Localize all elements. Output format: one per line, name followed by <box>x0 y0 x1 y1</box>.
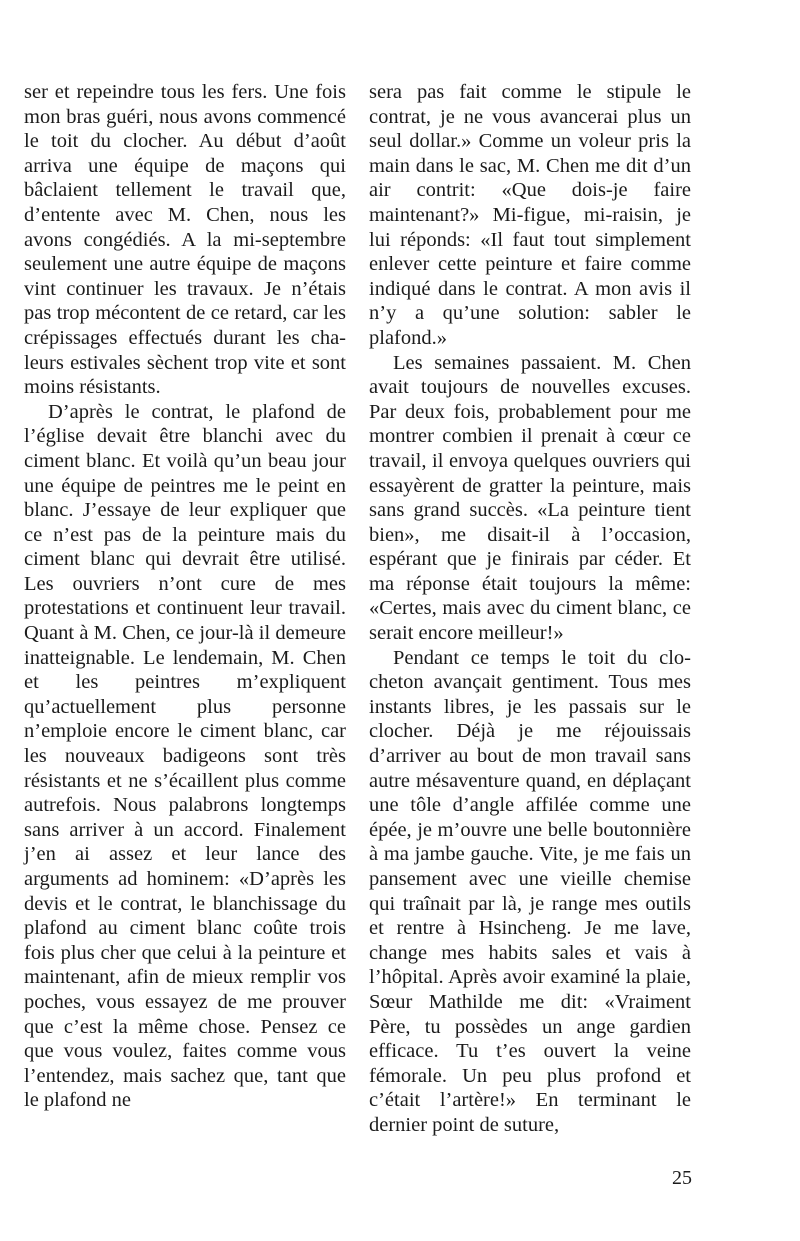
page-number: 25 <box>672 1167 692 1189</box>
paragraph-belfry-roof: Pendant ce temps le toit du clocheton avançait gentiment. Tous mes instants libres, je les passais sur le clocher. Déjà je me réjouissais d’arriver au bout de mon travail sans autre mésaventure quand, en déplaçant une tôle d’angle affilée comme une épée, je m’ouvre une belle boutonnière à ma jambe gauche. Vite, je me fais un pansement avec une vieille chemise qui traînait par là, je range mes outils et rentre à Hsincheng. Je me lave, change mes habits sales et vais à l’hôpital. Après avoir examiné la plaie, Sœur Mathilde me dit: «Vraiment Père, tu possèdes un ange gardien efficace. Tu t’es ouvert la veine fémorale. Un peu plus profond et c’était l’artère!» En terminant le dernier point de suture, <box>369 646 691 1136</box>
left-column <box>24 80 346 1113</box>
paragraph-weeks-passing: Les semaines passaient. M. Chen avait toujours de nouvelles excuses. Par deux fois, probablement pour me montrer combien il prenait à cœur ce travail, il envoya quelques ouvriers qui essayèrent de gratter la peinture, mais sans grand succès. «La peinture tient bien», me disait-il à l’occasion, espérant que je finirais par céder. Et ma réponse était toujours la même: «Certes, mais avec du ciment blanc, ce serait encore meilleur!» <box>369 351 691 645</box>
right-column <box>369 80 691 1138</box>
paragraph-continuation: ser et repeindre tous les fers. Une fois mon bras guéri, nous avons commencé le toit du clocher. Au début d’août arriva une équipe de maçons qui bâclaient tellement le travail que, d’entente avec M. Chen, nous les avons congédiés. A la mi-septembre seulement une autre équipe de maçons vint continuer les travaux. Je n’étais pas trop mécontent de ce retard, car les crépissages effectués durant les chaleurs estivales sèchent trop vite et sont moins résistants. <box>24 81 346 399</box>
paragraph-continuation: sera pas fait comme le stipule le contrat, je ne vous avancerai plus un seul dollar.» Comme un voleur pris la main dans le sac, M. Chen me dit d’un air contrit: «Que dois-je faire maintenant?» Mi-figue, mi-raisin, je lui réponds: «Il faut tout simplement enlever cette peinture et faire comme indiqué dans le contrat. A mon avis il n’y a qu’une solution: sabler le plafond.» <box>369 81 691 349</box>
paragraph-contract-ceiling: D’après le contrat, le plafond de l’église devait être blanchi avec du ciment blanc. Et voilà qu’un beau jour une équipe de peintres me le peint en blanc. J’essaye de leur expliquer que ce n’est pas de la peinture mais du ciment blanc qui devrait être utilisé. Les ouvriers n’ont cure de mes protestations et continuent leur travail. Quant à M. Chen, ce jour-là il demeure inatteignable. Le lendemain, M. Chen et les peintres m’expliquent qu’actuellement plus personne n’emploie encore le ciment blanc, car les nouveaux badigeons sont très résistants et ne s’écaillent plus comme autrefois. Nous palabrons longtemps sans arriver à un accord. Finalement j’en ai assez et leur lance des arguments ad hominem: «D’après les devis et le contrat, le blanchissage du plafond au ciment blanc coûte trois fois plus cher que celui à la peinture et maintenant, afin de mieux remplir vos poches, vous essayez de me prouver que c’est la même chose. Pensez ce que vous voulez, faites comme vous l’entendez, mais sachez que, tant que le plafond ne <box>24 400 346 1112</box>
